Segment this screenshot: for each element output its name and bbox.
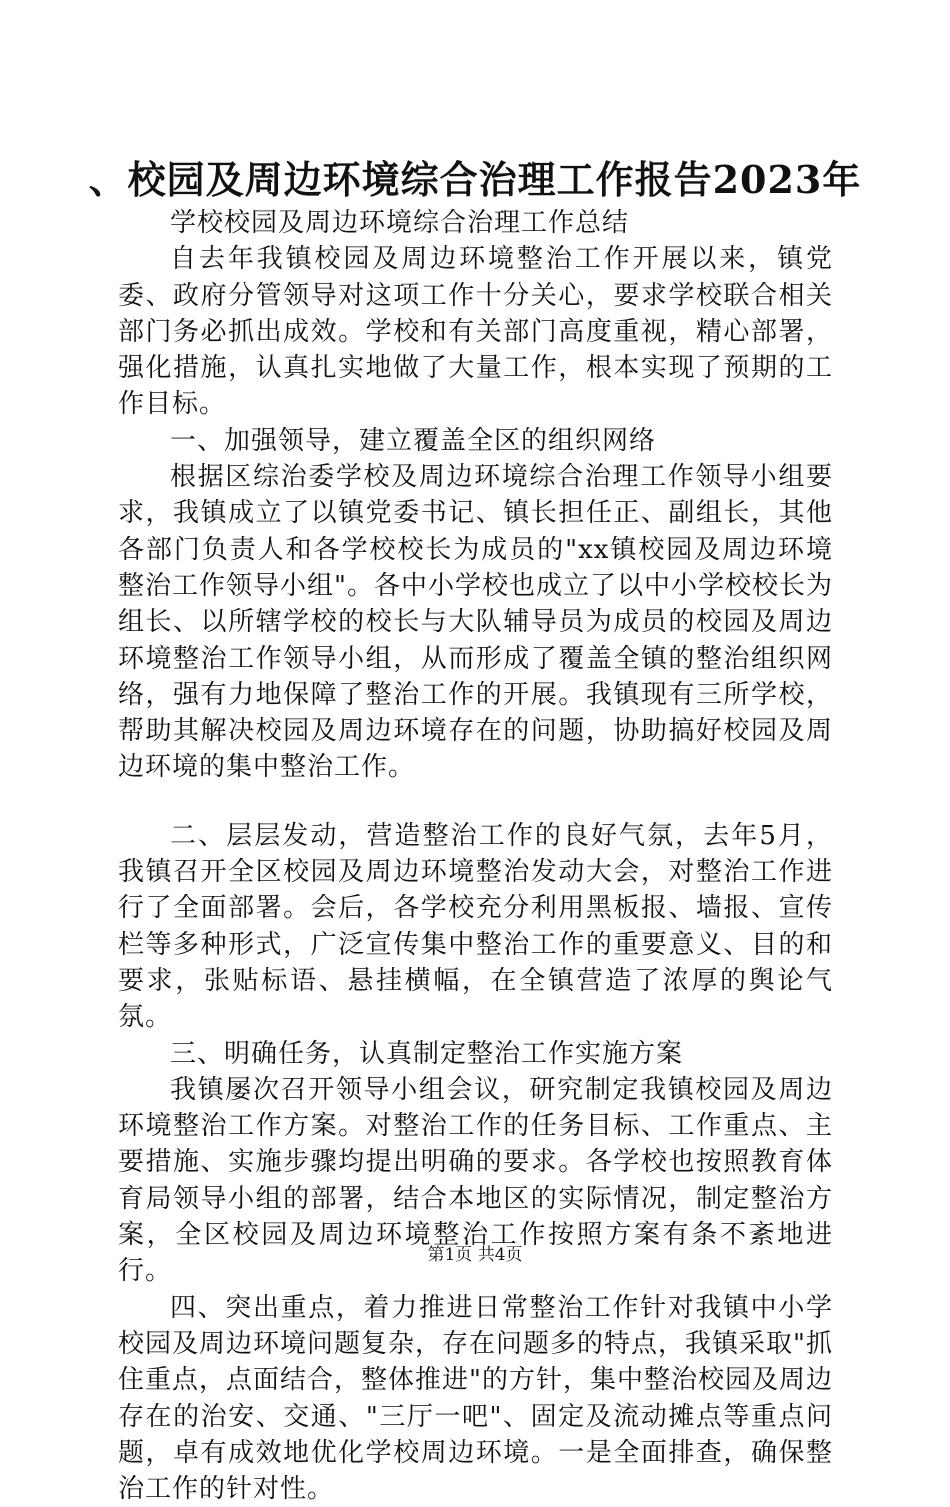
page-title: 、校园及周边环境综合治理工作报告2023年 (88, 157, 862, 202)
paragraph-intro: 自去年我镇校园及周边环境整治工作开展以来，镇党委、政府分管领导对这项工作十分关心，要求学校联合相关部门务必抓出成效。学校和有关部门高度重视，精心部署，强化措施，认真扎实地做了大量工作，根本实现了预期的工作目标。 (118, 244, 833, 420)
paragraph-spacer (118, 786, 833, 818)
section-heading-1: 一、加强领导，建立覆盖全区的组织网络 (170, 425, 657, 456)
paragraph-section-2: 二、层层发动，营造整治工作的良好气氛，去年5月，我镇召开全区校园及周边环境整治发动大会，对整治工作进行了全面部署。会后，各学校充分利用黑板报、墙报、宣传栏等多种形式，广泛宣传集中整治工作的重要意义、目的和要求，张贴标语、悬挂横幅，在全镇营造了浓厚的舆论气氛。 (118, 820, 833, 1033)
paragraph-section-1: 根据区综治委学校及周边环境综合治理工作领导小组要求，我镇成立了以镇党委书记、镇长担任正、副组长，其他各部门负责人和各学校校长为成员的"xx镇校园及周边环境整治工作领导小组"。各中小学校也成立了以中小学校校长为组长、以所辖学校的校长与大队辅导员为成员的校园及周边环境整治工作领导小组，从而形成了覆盖全镇的整治组织网络，强有力地保障了整治工作的开展。我镇现有三所学校，帮助其解决校园及周边环境存在的问题，协助搞好校园及周边环境的集中整治工作。 (118, 462, 833, 783)
paragraph-section-3: 我镇屡次召开领导小组会议，研究制定我镇校园及周边环境整治工作方案。对整治工作的任务目标、工作重点、主要措施、实施步骤均提出明确的要求。各学校也按照教育体育局领导小组的部署，结合本地区的实际情况，制定整治方案，全区校园及周边环境整治工作按照方案有条不紊地进行。 (118, 1074, 833, 1287)
document-body (118, 205, 833, 1507)
paragraph-section-4: 四、突出重点，着力推进日常整治工作针对我镇中小学校园及周边环境问题复杂，存在问题多的特点，我镇采取"抓住重点，点面结合，整体推进"的方针，集中整治校园及周边存在的治安、交通、"三厅一吧"、固定及流动摊点等重点问题，卓有成效地优化学校周边环境。一是全面排查，确保整治工作的针对性。 (118, 1292, 833, 1505)
paragraph-subtitle: 学校校园及周边环境综合治理工作总结 (170, 208, 630, 238)
section-heading-3: 三、明确任务，认真制定整治工作实施方案 (170, 1038, 684, 1069)
page-number-footer: 第1页 共4页 (427, 1245, 523, 1265)
